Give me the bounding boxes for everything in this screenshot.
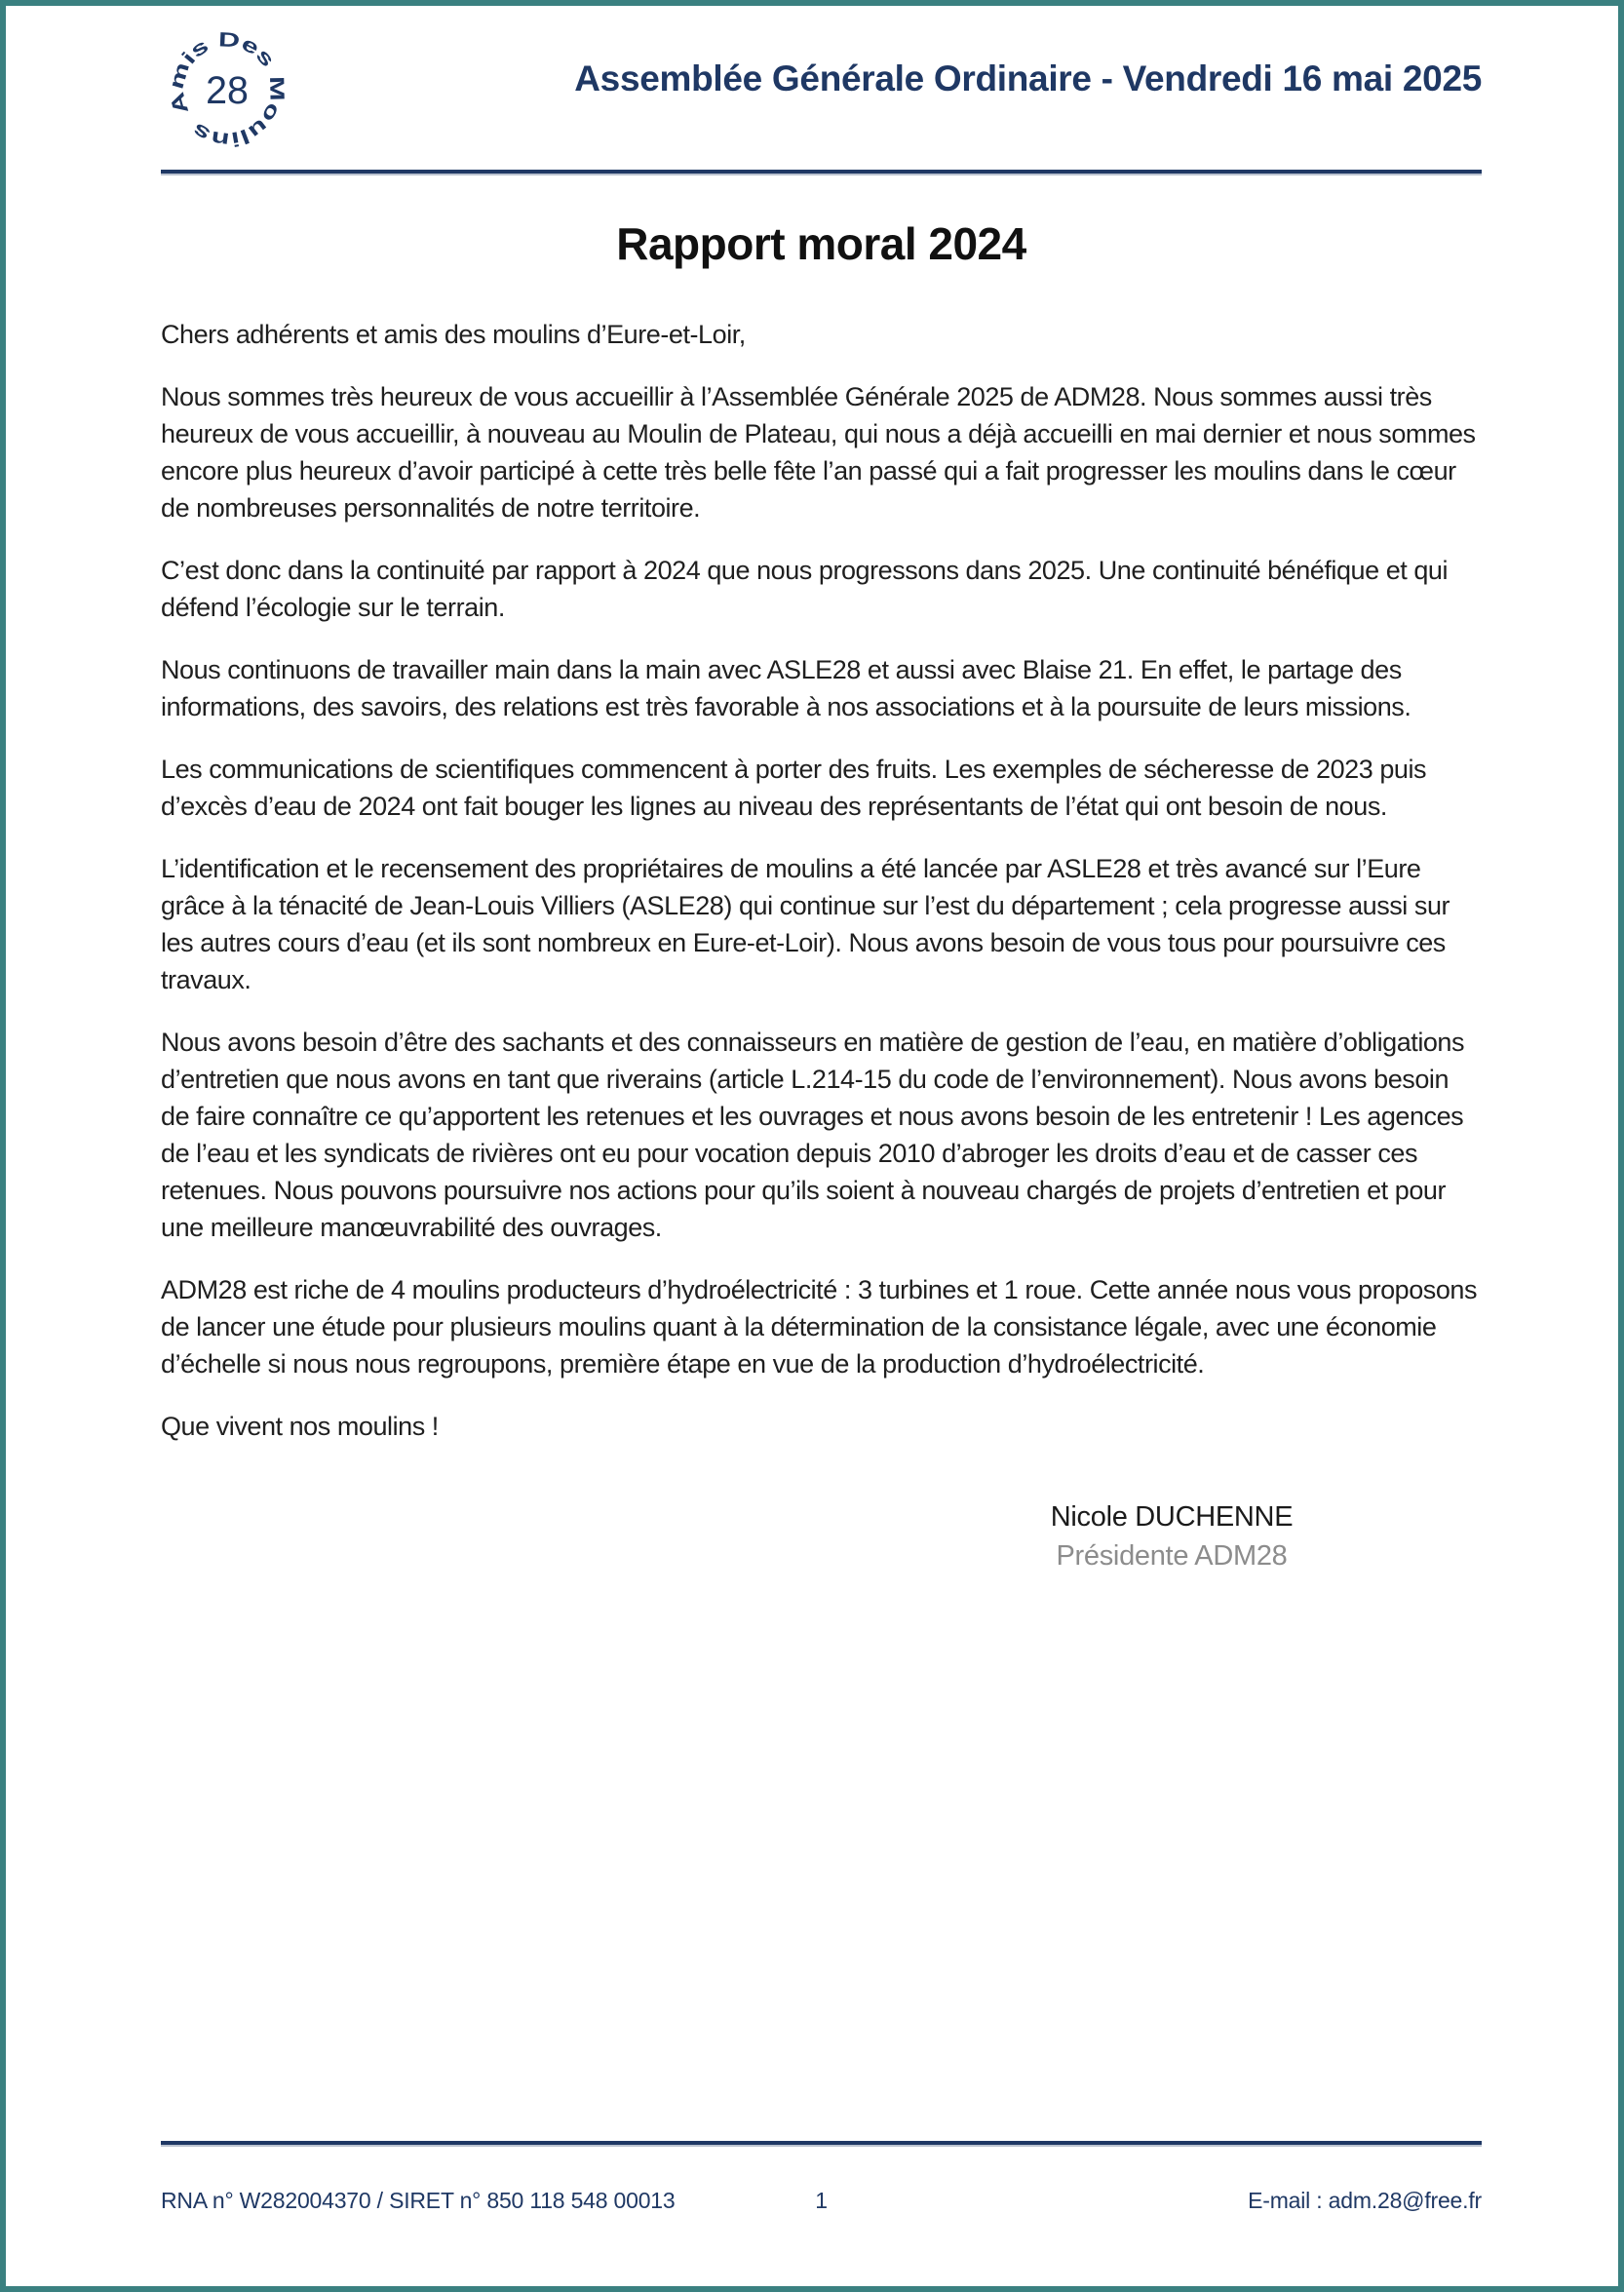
- footer-email: E-mail : adm.28@free.fr: [1248, 2188, 1482, 2213]
- signature-block: [962, 1497, 1381, 1575]
- footer-divider: [161, 2141, 1482, 2145]
- signature-name: Nicole DUCHENNE: [1050, 1501, 1294, 1533]
- body-paragraph: Nous avons besoin d’être des sachants et des connaisseurs en matière de gestion de l’eau, en matière d’obligations d’entretien que nous avons en tant que riverains (article L.214-15 du code de l’environnement). Nous avons besoin de faire connaître ce qu’apportent les retenues et les ouvrages et nous avons besoin de les entretenir ! Les agences de l’eau et les syndicats de rivières ont eu pour vocation depuis 2010 d’abroger les droits d’eau et de casser ces retenues. Nous pouvons poursuivre nos actions pour qu’ils soient à nouveau chargés de projets d’entretien et pour une meilleure manœuvrabilité des ouvrages.: [161, 1028, 1465, 1242]
- logo-arc-text: Amis Des Moulins: [165, 28, 289, 152]
- body-paragraph: L’identification et le recensement des propriétaires de moulins a été lancée par ASLE28 et très avancé sur l’Eure grâce à la ténacité de Jean-Louis Villiers (ASLE28) qui continue sur l’est du département ; cela progresse aussi sur les autres cours d’eau (et ils sont nombreux en Eure-et-Loir). Nous avons besoin de vous tous pour poursuivre ces travaux.: [161, 854, 1450, 994]
- body-paragraph: Les communications de scientifiques commencent à porter des fruits. Les exemples de sécheresse de 2023 puis d’excès d’eau de 2024 ont fait bouger les lignes au niveau des représentants de l’état qui ont besoin de nous.: [161, 755, 1427, 821]
- page-title: Rapport moral 2024: [616, 218, 1026, 269]
- footer-page-number: 1: [815, 2188, 828, 2213]
- body-paragraph: C’est donc dans la continuité par rapport à 2024 que nous progressons dans 2025. Une continuité bénéfique et qui défend l’écologie sur le terrain.: [161, 556, 1449, 622]
- header-divider: [161, 170, 1482, 174]
- page-header: [161, 6, 1482, 170]
- body-paragraph: Nous sommes très heureux de vous accueillir à l’Assemblée Générale 2025 de ADM28. Nous sommes aussi très heureux de vous accueillir, à nouveau au Moulin de Plateau, qui nous a déjà accueilli en mai dernier et nous sommes encore plus heureux d’avoir participé à cette très belle fête l’an passé qui a fait progresser les moulins dans le cœur de nombreuses personnalités de notre territoire.: [161, 382, 1476, 523]
- closing-paragraph: Que vivent nos moulins !: [161, 1412, 439, 1441]
- body-paragraph: Nous continuons de travailler main dans la main avec ASLE28 et aussi avec Blaise 21. En effet, le partage des informations, des savoirs, des relations est très favorable à nos associations et à la poursuite de leurs missions.: [161, 655, 1411, 721]
- logo-center-text: 28: [206, 68, 249, 112]
- body-paragraph: ADM28 est riche de 4 moulins producteurs d’hydroélectricité : 3 turbines et 1 roue. Cette année nous vous proposons de lancer une étude pour plusieurs moulins quant à la détermination de la consistance légale, avec une économie d’échelle si nous nous regroupons, première étape en vue de la production d’hydroélectricité.: [161, 1275, 1478, 1379]
- association-logo-icon: [165, 27, 290, 152]
- greeting-paragraph: Chers adhérents et amis des moulins d’Eure-et-Loir,: [161, 320, 746, 349]
- page-footer: [161, 2141, 1482, 2214]
- signature-role: Présidente ADM28: [1056, 1540, 1288, 1572]
- header-title: Assemblée Générale Ordinaire - Vendredi 16 mai 2025: [574, 58, 1482, 98]
- footer-registration: RNA n° W282004370 / SIRET n° 850 118 548 00013: [161, 2188, 676, 2213]
